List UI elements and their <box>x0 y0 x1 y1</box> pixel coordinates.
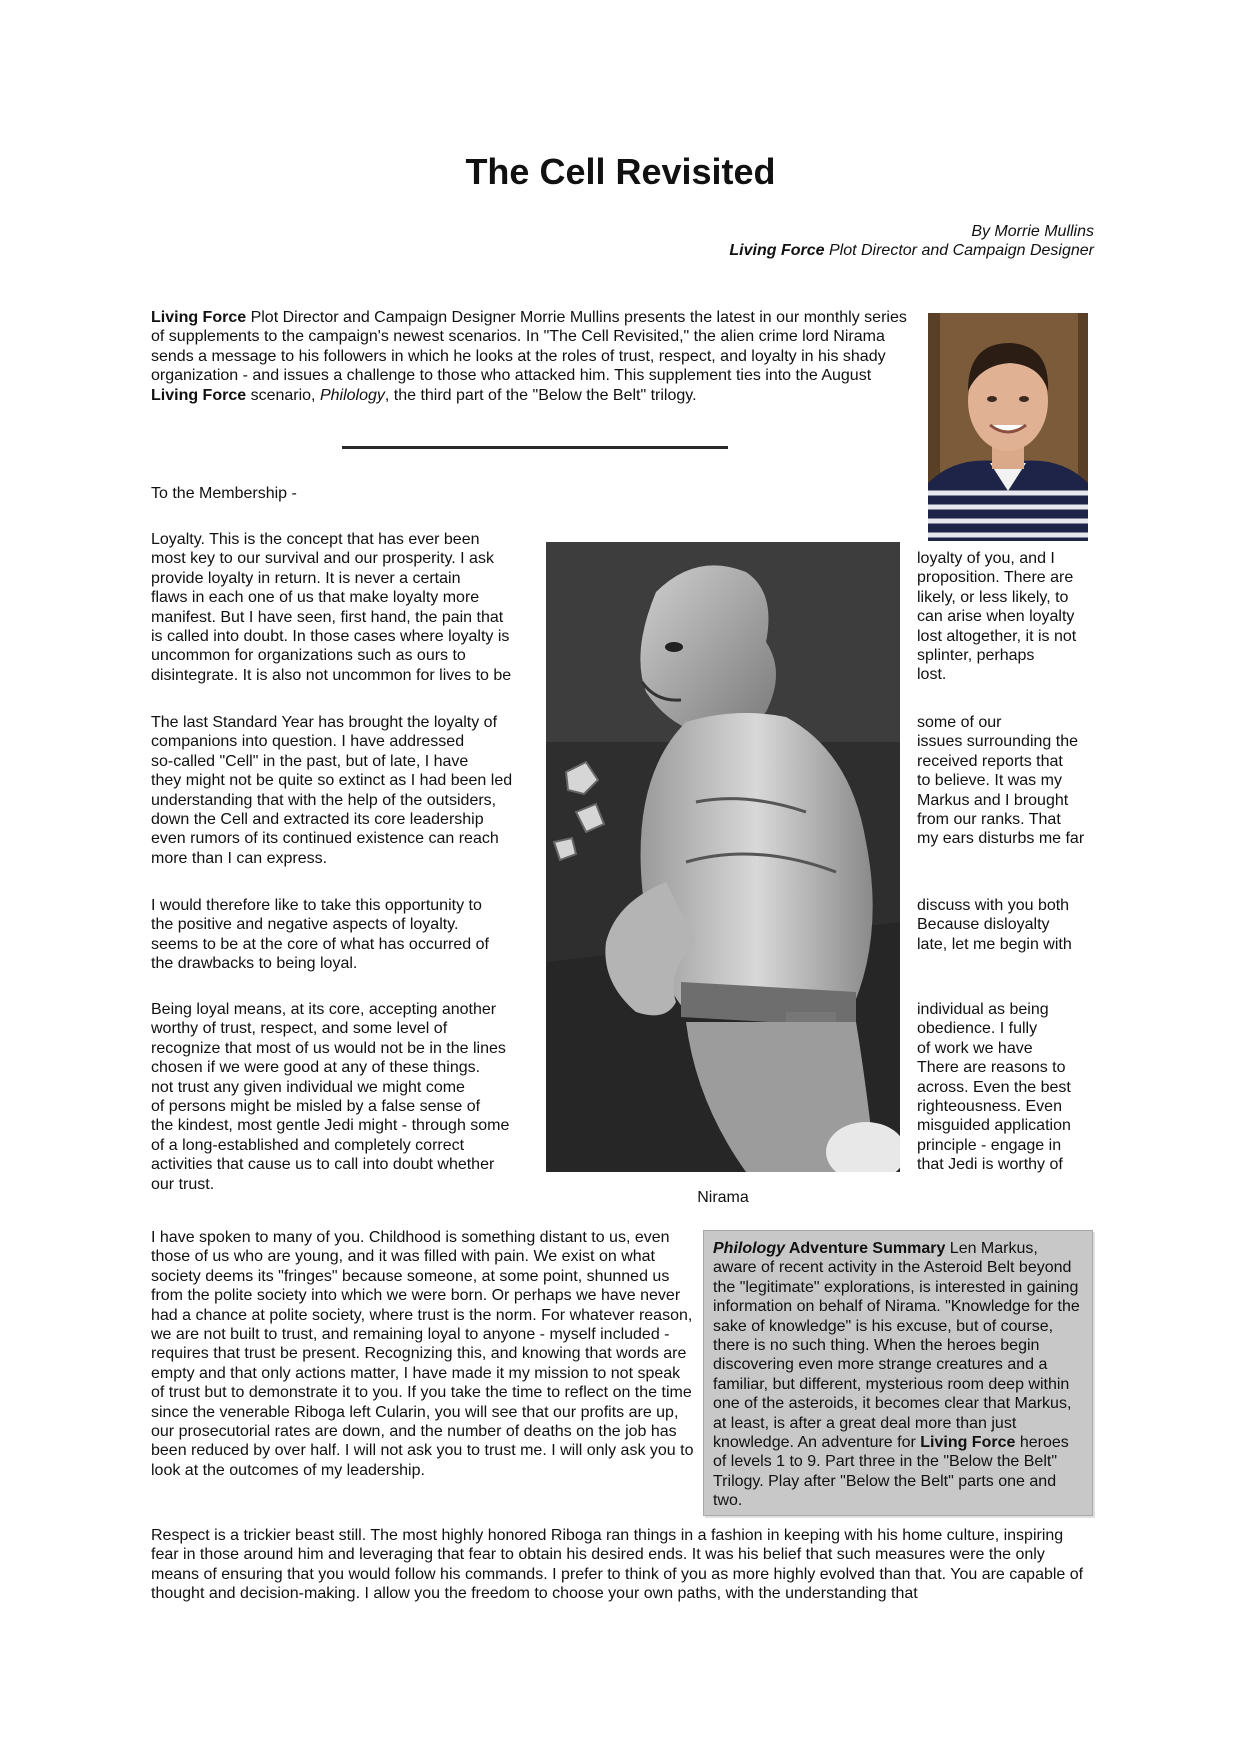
article-title: The Cell Revisited <box>465 151 776 192</box>
letter-p1-left <box>151 530 541 685</box>
letter-p3-left <box>151 896 541 974</box>
text-line: provide loyalty in return. It is never a certain <box>151 569 461 587</box>
letter-p4-right <box>917 1000 1107 1175</box>
text-line: received reports that <box>917 752 1063 770</box>
intro-text-1: Plot Director and Campaign Designer Morrie Mullins presents the latest in our monthly series of supplements to the campaign's newest scenarios. In "The Cell Revisited," the alien crime lord Nirama sends a message to his followers in which he looks at the roles of trust, respect, and loyalty in his shady organization - and issues a challenge to those who attacked him. This supplement ties into the August <box>151 309 907 385</box>
text-line: lost. <box>917 666 947 684</box>
section-divider <box>342 446 728 449</box>
text-line: so-called "Cell" in the past, but of late, I have <box>151 752 469 770</box>
text-line: the kindest, most gentle Jedi might - through some <box>151 1117 510 1135</box>
text-line: more than I can express. <box>151 849 328 867</box>
text-line: across. Even the best <box>917 1078 1071 1096</box>
sidebar-org: Living Force <box>920 1434 1016 1452</box>
text-line: that Jedi is worthy of <box>917 1156 1063 1174</box>
intro-org: Living Force <box>151 309 247 326</box>
letter-p2-right <box>917 713 1107 849</box>
adventure-summary-sidebar <box>703 1230 1093 1516</box>
sidebar-text-1: Len Markus, aware of recent activity in the Asteroid Belt beyond the "legitimate" explorations, is interested in gaining information on behalf of Nirama. "Knowledge for the sake of knowledge" is his excuse, but of course, there is no such thing. When the heroes begin discovering even more strange creatures and a familiar, but different, mysterious room deep within one of the asteroids, it becomes clear that Markus, at least, is after a great deal more than just knowledge. An adventure for <box>713 1240 1080 1452</box>
text-line: recognize that most of us would not be in the lines <box>151 1039 506 1057</box>
byline-role: Plot Director and Campaign Designer <box>824 242 1094 259</box>
text-line: discuss with you both <box>917 897 1070 914</box>
text-line: righteousness. Even <box>917 1098 1062 1116</box>
letter-p5: I have spoken to many of you. Childhood is something distant to us, even those of us who are young, and it was filled with pain. We exist on what society deems its "fringes" because someone, at some point, shunned us from the polite society into which we were born. Or perhaps we have never had a chance at polite society, where trust is the norm. For whatever reason, we are not built to trust, and remaining loyal to anyone - myself included - requires that trust be present. Recognizing this, and knowing that words are empty and that only actions matter, I have made it my mission to not speak of trust but to demonstrate it to you. If you take the time to reflect on the time since the venerable Riboga left Cularin, you will see that our profits are up, our prosecutorial rates are down, and the number of deaths on the job has been reduced by over half. I will not ask you to trust me. I will only ask you to look at the outcomes of my leadership. <box>151 1229 694 1479</box>
text-line: individual as being <box>917 1001 1049 1018</box>
author-photo <box>928 313 1088 541</box>
text-line: proposition. There are <box>917 569 1074 587</box>
text-line: of a long-established and completely correct <box>151 1136 465 1154</box>
text-line: of work we have <box>917 1039 1033 1057</box>
text-line: they might not be quite so extinct as I had been led <box>151 772 513 790</box>
illustration-caption: Nirama <box>697 1189 749 1206</box>
byline-org: Living Force <box>729 242 825 259</box>
intro-paragraph <box>151 308 911 405</box>
letter-p2-left <box>151 713 541 868</box>
nirama-illustration-drawing <box>546 542 900 1172</box>
intro-text-3: , the third part of the "Below the Belt" trilogy. <box>384 386 697 404</box>
text-line: uncommon for organizations such as ours to <box>151 647 466 665</box>
text-line: Loyalty. This is the concept that has ever been <box>151 531 480 548</box>
text-line: misguided application <box>917 1117 1071 1135</box>
text-line: loyalty of you, and I <box>917 550 1055 567</box>
text-line: late, let me begin with <box>917 935 1072 953</box>
text-line: our trust. <box>151 1175 215 1193</box>
intro-scenario: Philology <box>319 386 385 404</box>
text-line: understanding that with the help of the outsiders, <box>151 791 497 809</box>
text-line: The last Standard Year has brought the loyalty of <box>151 714 498 731</box>
letter-salutation: To the Membership - <box>151 485 297 502</box>
text-line: chosen if we were good at any of these things. <box>151 1059 481 1077</box>
sidebar-title-italic: Philology <box>713 1240 785 1257</box>
letter-p4-left <box>151 1000 541 1194</box>
text-line: splinter, perhaps <box>917 647 1035 665</box>
text-line: There are reasons to <box>917 1059 1066 1077</box>
letter-p6: Respect is a trickier beast still. The most highly honored Riboga ran things in a fashion in keeping with his home culture, inspiring fear in those around him and leveraging that fear to obtain his desired ends. It was his belief that such measures were the only means of ensuring that you would follow his commands. I prefer to think of you as more highly evolved than that. You are capable of thought and decision-making. I allow you the freedom to choose your own paths, with the understanding that <box>151 1527 1084 1603</box>
byline-author: By Morrie Mullins <box>971 223 1094 240</box>
text-line: Being loyal means, at its core, accepting another <box>151 1001 497 1018</box>
author-photo-drawing <box>928 313 1088 541</box>
byline <box>729 222 1094 260</box>
text-line: Markus and I brought <box>917 791 1069 809</box>
text-line: issues surrounding the <box>917 733 1078 751</box>
text-line: even rumors of its continued existence can reach <box>151 830 499 848</box>
text-line: seems to be at the core of what has occurred of <box>151 935 489 953</box>
text-line: flaws in each one of us that make loyalty more <box>151 589 480 607</box>
text-line: most key to our survival and our prosperity. I ask <box>151 550 494 568</box>
text-line: disintegrate. It is also not uncommon for lives to be <box>151 666 512 684</box>
text-line: companions into question. I have addressed <box>151 733 465 751</box>
text-line: activities that cause us to call into doubt whether <box>151 1156 495 1174</box>
text-line: likely, or less likely, to <box>917 588 1069 606</box>
text-line: can arise when loyalty <box>917 608 1075 626</box>
text-line: principle - engage in <box>917 1136 1062 1154</box>
text-line: down the Cell and extracted its core leadership <box>151 811 484 829</box>
text-line: my ears disturbs me far <box>917 830 1085 848</box>
sidebar-text-2: heroes of levels 1 to 9. Part three in the "Below the Belt" Trilogy. Play after "Below the Belt" parts one and two. <box>713 1434 1069 1510</box>
intro-org-2: Living Force <box>151 386 247 404</box>
text-line: manifest. But I have seen, first hand, the pain that <box>151 608 504 626</box>
letter-p3-right <box>917 896 1107 954</box>
nirama-illustration <box>546 542 900 1172</box>
text-line: lost altogether, it is not <box>917 627 1077 645</box>
text-line: some of our <box>917 714 1002 731</box>
intro-text-2: scenario, <box>246 386 320 404</box>
text-line: from our ranks. That <box>917 811 1061 829</box>
text-line: Because disloyalty <box>917 916 1050 934</box>
text-line: of persons might be misled by a false sense of <box>151 1098 481 1116</box>
text-line: obedience. I fully <box>917 1020 1038 1038</box>
sidebar-title-bold: Adventure Summary <box>785 1240 946 1257</box>
text-line: the drawbacks to being loyal. <box>151 955 358 973</box>
text-line: worthy of trust, respect, and some level of <box>151 1020 448 1038</box>
text-line: the positive and negative aspects of loyalty. <box>151 916 459 934</box>
text-line: I would therefore like to take this opportunity to <box>151 897 482 914</box>
text-line: to believe. It was my <box>917 772 1062 790</box>
text-line: not trust any given individual we might come <box>151 1078 465 1096</box>
letter-p1-right <box>917 549 1107 685</box>
text-line: is called into doubt. In those cases where loyalty is <box>151 628 510 646</box>
byline-role-line <box>729 241 1094 260</box>
